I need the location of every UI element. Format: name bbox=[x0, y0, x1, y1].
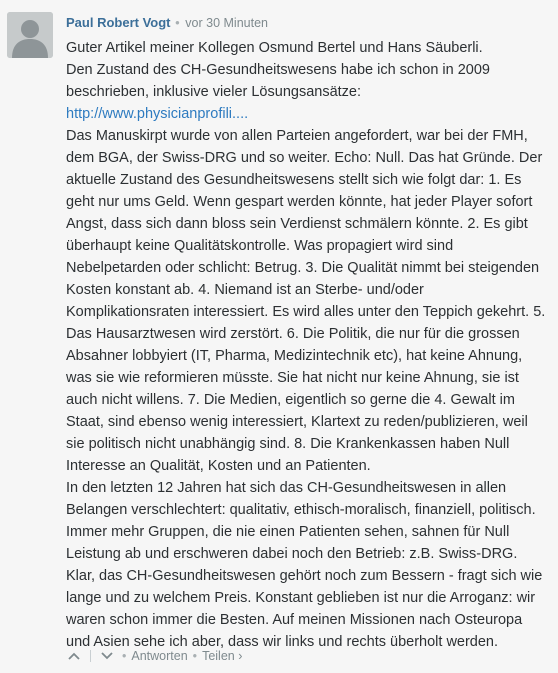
share-button[interactable]: Teilen › bbox=[202, 649, 243, 663]
comment-body bbox=[66, 37, 546, 653]
footer-separator: • bbox=[122, 649, 127, 663]
comment-paragraph: In den letzten 12 Jahren hat sich das CH-Gesundheitswesen in allen Belangen verschlechtert: qualitativ, ethisch-moralisch, finanziell, politisch. Immer mehr Gruppen, die nie einen Patienten sehen, sahnen für Null Leistung ab und erschweren dabei noch den Betrieb: z.B. Swiss-DRG. Klar, das CH-Gesundheitswesen gehört noch zum Bessern - fragt sich wie lange und zu welchem Preis. Konstant geblieben ist nur die Arroganz: wir waren schon immer die Besten. Auf meinen Missionen nach Osteuropa und Asien sehe ich aber, dass wir links und rechts überholt werden. bbox=[66, 480, 543, 650]
reply-button[interactable]: Antworten bbox=[131, 649, 188, 663]
comment-meta bbox=[66, 14, 268, 32]
comment-line: Guter Artikel meiner Kollegen Osmund Bertel und Hans Säuberli. bbox=[66, 40, 483, 56]
avatar[interactable] bbox=[7, 12, 53, 58]
external-link[interactable]: http://www.physicianprofili.... bbox=[66, 106, 249, 122]
comment-timestamp[interactable]: vor 30 Minuten bbox=[185, 16, 268, 30]
chevron-up-icon bbox=[68, 652, 80, 660]
upvote-button[interactable] bbox=[64, 646, 84, 666]
vote-divider bbox=[90, 650, 91, 662]
comment-line: Den Zustand des CH-Gesundheitswesens habe ich schon in 2009 beschrieben, inklusive vieler Lösungsansätze: bbox=[66, 62, 490, 100]
user-avatar-icon bbox=[7, 12, 53, 58]
comment-paragraph: Das Manuskirpt wurde von allen Parteien angefordert, war bei der FMH, dem BGA, der Swiss-DRG und so weiter. Echo: Null. Das hat Gründe. Der aktuelle Zustand des Gesundheitswesens stellt sich wie folgt dar: 1. Es geht nur ums Geld. Wenn gespart werden könnte, hat jeder Player sofort Angst, dass sich dann bloss sein Verdienst schmälern könnte. 2. Es gibt überhaupt keine Qualitätskontrolle. Was propagiert wird sind Nebelpetarden oder schlicht: Betrug. 3. Die Qualität nimmt bei steigenden Kosten konstant ab. 4. Niemand ist an Sterbe- und/oder Komplikationsraten interessiert. Es wird alles unter den Teppich gekehrt. 5. Das Hausarztwesen wird zerstört. 6. Die Politik, die nur für die grossen Absahner lobbyiert (IT, Pharma, Medizintechnik etc), hat keine Ahnung, was sie wie reformieren müsste. Sie hat nicht nur keine Ahnung, sie ist auch nicht willens. 7. Die Medien, eigentlich so gerne die 4. Gewalt im Staat, sind ebenso wenig interessiert, Klartext zu reden/publizieren, weil sie politisch nicht unabhängig sind. 8. Die Krankenkassen haben Null Interesse an Qualität, Kosten und an Patienten. bbox=[66, 128, 546, 474]
comment-footer bbox=[64, 646, 242, 666]
author-name[interactable]: Paul Robert Vogt bbox=[66, 15, 171, 30]
footer-separator: • bbox=[192, 649, 198, 663]
meta-separator: • bbox=[175, 15, 180, 30]
downvote-button[interactable] bbox=[97, 646, 117, 666]
chevron-down-icon bbox=[101, 652, 113, 660]
